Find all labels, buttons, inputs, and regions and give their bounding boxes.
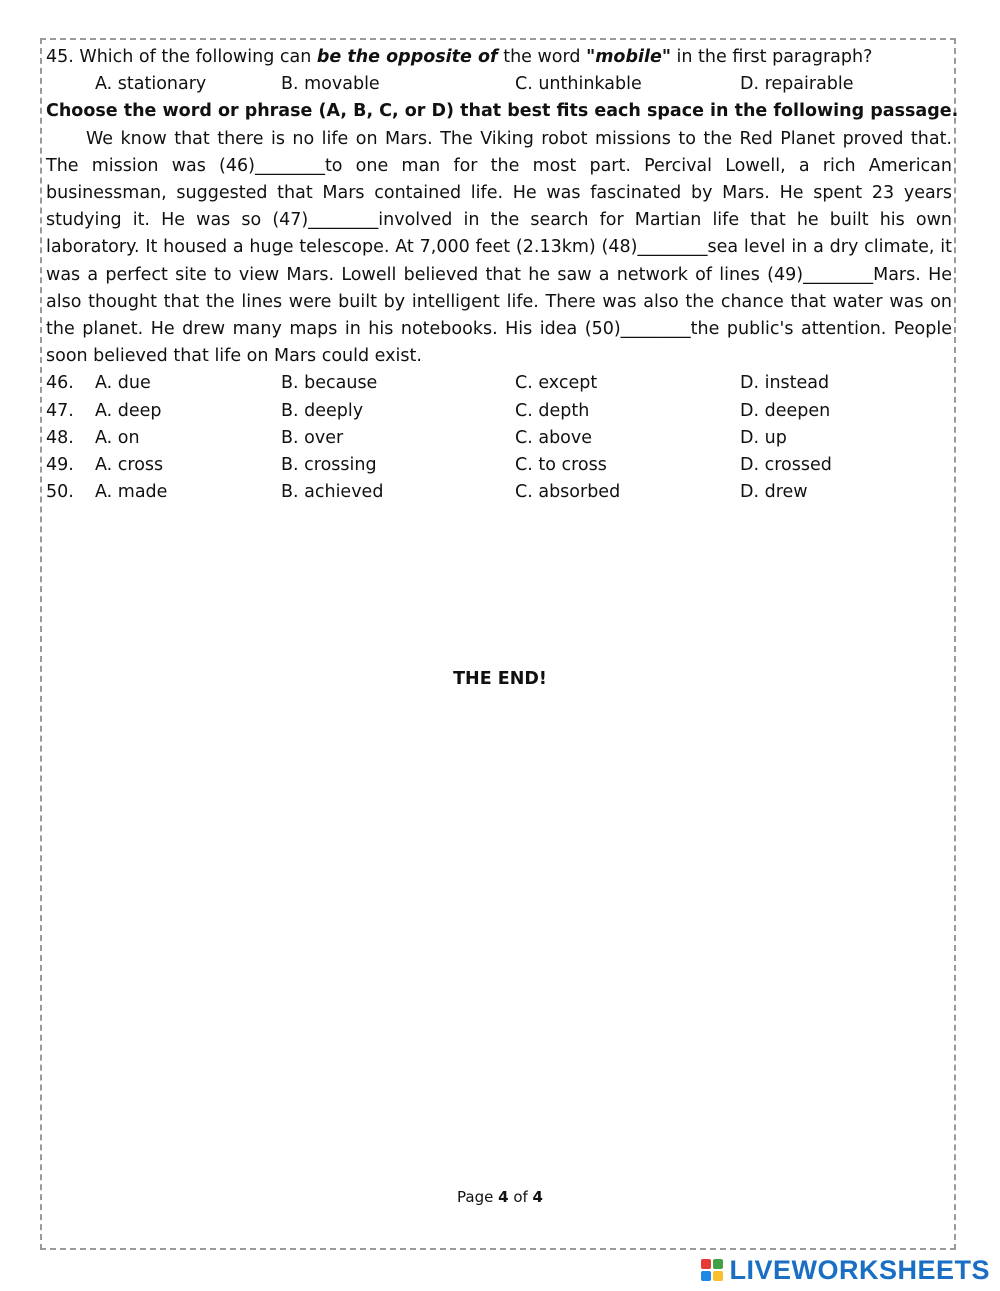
question-45 bbox=[46, 44, 952, 71]
option-d[interactable]: D. drew bbox=[740, 482, 808, 503]
option-d[interactable]: D. deepen bbox=[740, 400, 831, 421]
option-b[interactable]: B. because bbox=[281, 373, 378, 394]
page-number bbox=[0, 1188, 1000, 1206]
liveworksheets-logo-icon bbox=[701, 1259, 723, 1281]
option-a[interactable]: A. deep bbox=[95, 400, 162, 421]
option-c[interactable]: C. to cross bbox=[515, 454, 607, 475]
page-of: of bbox=[508, 1188, 533, 1206]
option-d[interactable]: D. repairable bbox=[740, 74, 854, 95]
answer-row bbox=[46, 398, 952, 425]
item-number: 49. bbox=[46, 454, 74, 475]
worksheet-content bbox=[46, 44, 959, 506]
option-b[interactable]: B. over bbox=[281, 427, 344, 448]
end-text: THE END! bbox=[453, 669, 547, 689]
answer-row bbox=[46, 370, 952, 397]
brand-logo[interactable] bbox=[701, 1254, 990, 1286]
current-page: 4 bbox=[498, 1188, 509, 1206]
option-a[interactable]: A. stationary bbox=[95, 74, 207, 95]
passage: We know that there is no life on Mars. The Viking robot missions to the Red Planet proved that. The mission was (46)________to one man for the most part. Percival Lowell, a rich American businessman, suggested that Mars contained life. He was fascinated by Mars. He spent 23 years studying it. He was so (47)________involved in the search for Martian life that he built his own laboratory. It housed a huge telescope. At 7,000 feet (2.13km) (48)________sea level in a dry climate, it was a perfect site to view Mars. Lowell believed that he saw a network of lines (49)________Mars. He also thought that the lines were built by intelligent life. There was also the chance that water was on the planet. He drew many maps in his notebooks. His idea (50)________the public's attention. People soon believed that life on Mars could exist. bbox=[46, 128, 952, 367]
answer-table bbox=[46, 370, 952, 506]
option-a[interactable]: A. due bbox=[95, 373, 151, 394]
question-45-keyword: "mobile" bbox=[586, 47, 671, 67]
question-45-options bbox=[46, 71, 952, 98]
logo-square bbox=[713, 1259, 723, 1269]
answer-row bbox=[46, 452, 952, 479]
option-b[interactable]: B. movable bbox=[281, 74, 380, 95]
option-d[interactable]: D. crossed bbox=[740, 454, 832, 475]
logo-square bbox=[701, 1271, 711, 1281]
option-d[interactable]: D. up bbox=[740, 427, 787, 448]
question-45-suffix: in the first paragraph? bbox=[670, 47, 873, 67]
brand-name: LIVEWORKSHEETS bbox=[729, 1254, 990, 1285]
option-b[interactable]: B. achieved bbox=[281, 482, 384, 503]
answer-row bbox=[46, 479, 952, 506]
option-d[interactable]: D. instead bbox=[740, 373, 830, 394]
question-45-middle: the word bbox=[497, 47, 587, 67]
option-a[interactable]: A. made bbox=[95, 482, 168, 503]
question-45-emphasis: be the opposite of bbox=[316, 47, 498, 67]
logo-square bbox=[713, 1271, 723, 1281]
option-c[interactable]: C. absorbed bbox=[515, 482, 621, 503]
option-c[interactable]: C. above bbox=[515, 427, 593, 448]
question-45-prefix: 45. Which of the following can bbox=[46, 47, 317, 67]
item-number: 47. bbox=[46, 400, 74, 421]
option-a[interactable]: A. on bbox=[95, 427, 140, 448]
item-number: 46. bbox=[46, 373, 74, 394]
item-number: 50. bbox=[46, 482, 74, 503]
answer-row bbox=[46, 425, 952, 452]
option-c[interactable]: C. unthinkable bbox=[515, 74, 642, 95]
option-c[interactable]: C. except bbox=[515, 373, 598, 394]
page-label: Page bbox=[457, 1188, 499, 1206]
item-number: 48. bbox=[46, 427, 74, 448]
option-b[interactable]: B. deeply bbox=[281, 400, 364, 421]
instruction: Choose the word or phrase (A, B, C, or D) that best fits each space in the following passage. bbox=[46, 101, 959, 122]
option-c[interactable]: C. depth bbox=[515, 400, 590, 421]
option-b[interactable]: B. crossing bbox=[281, 454, 377, 475]
total-pages: 4 bbox=[532, 1188, 543, 1206]
logo-square bbox=[701, 1259, 711, 1269]
option-a[interactable]: A. cross bbox=[95, 454, 164, 475]
